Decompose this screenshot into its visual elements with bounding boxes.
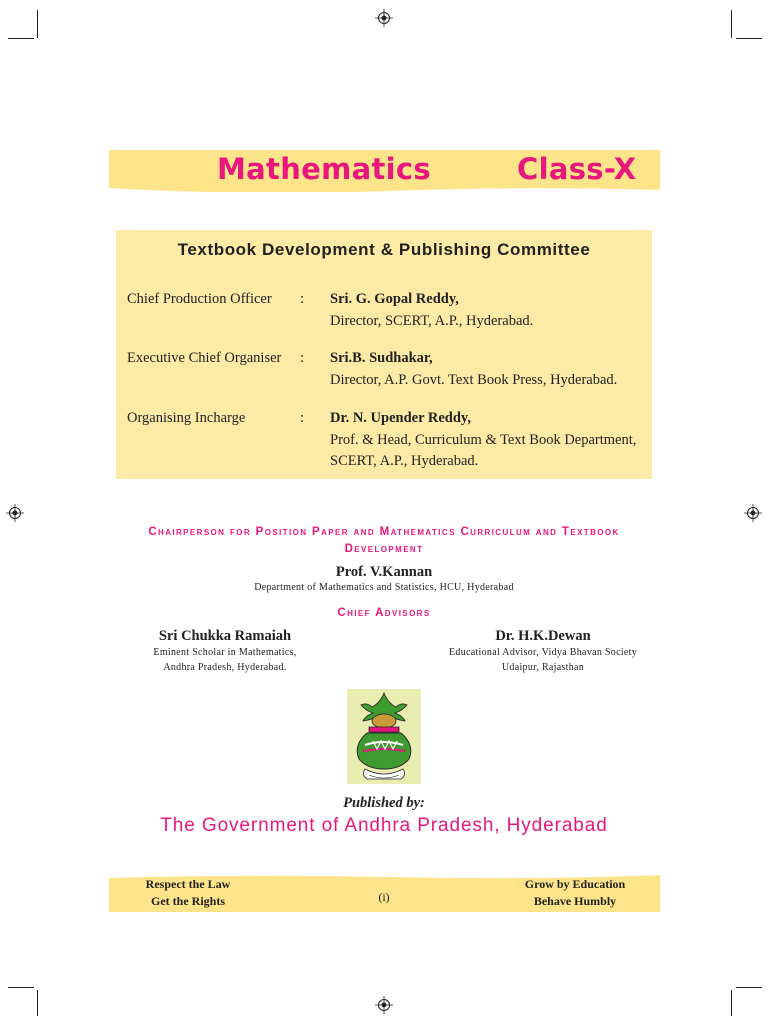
member-desc: SCERT, A.P., Hyderabad.: [330, 453, 479, 469]
committee-heading: Textbook Development & Publishing Committee: [177, 240, 591, 259]
advisor-right-line2: Udaipur, Rajasthan: [501, 662, 585, 673]
chairperson-heading-cont: Development: [344, 543, 424, 555]
crop-mark: [731, 990, 732, 1016]
crop-mark: [37, 10, 38, 38]
chairperson-name: Prof. V.Kannan: [335, 564, 433, 580]
footer-right-line1: Grow by Education: [524, 877, 626, 891]
class-title: Class-X: [517, 152, 637, 186]
purna-kumbham-emblem-icon: [347, 689, 421, 784]
member-desc: Director, A.P. Govt. Text Book Press, Hyderabad.: [330, 372, 618, 388]
member-role: Executive Chief Organiser: [127, 350, 282, 366]
page-number: (i): [378, 890, 390, 904]
member-desc: Director, SCERT, A.P., Hyderabad.: [330, 313, 534, 329]
chairperson-affiliation: Department of Mathematics and Statistics, HCU, Hyderabad: [254, 582, 514, 593]
publisher-name: The Government of Andhra Pradesh, Hyderabad: [160, 815, 608, 836]
crop-mark: [736, 38, 762, 39]
separator: :: [300, 410, 305, 426]
registration-mark-icon: [6, 504, 24, 522]
member-name: Dr. N. Upender Reddy,: [330, 410, 471, 426]
crop-mark: [8, 38, 34, 39]
footer-left-line2: Get the Rights: [151, 894, 225, 908]
advisors-heading: Chief Advisors: [337, 607, 431, 619]
member-role: Chief Production Officer: [127, 291, 272, 307]
crop-mark: [731, 10, 732, 38]
crop-mark: [37, 990, 38, 1016]
advisor-right-name: Dr. H.K.Dewan: [495, 628, 591, 644]
advisor-left-line2: Andhra Pradesh, Hyderabad.: [163, 662, 287, 673]
advisor-left-line1: Eminent Scholar in Mathematics,: [153, 647, 297, 658]
chairperson-heading: Chairperson for Position Paper and Mathematics Curriculum and Textbook: [148, 526, 620, 538]
advisor-right-line1: Educational Advisor, Vidya Bhavan Society: [448, 647, 638, 658]
member-name: Sri. G. Gopal Reddy,: [330, 291, 459, 307]
subject-title: Mathematics: [217, 152, 431, 186]
advisor-left-name: Sri Chukka Ramaiah: [158, 628, 292, 644]
registration-mark-icon: [744, 504, 762, 522]
crop-mark: [736, 987, 762, 988]
member-role: Organising Incharge: [127, 410, 246, 426]
separator: :: [300, 291, 305, 307]
member-name: Sri.B. Sudhakar,: [330, 350, 433, 366]
separator: :: [300, 350, 305, 366]
footer-left-line1: Respect the Law: [145, 877, 231, 891]
crop-mark: [8, 987, 34, 988]
registration-mark-icon: [375, 9, 393, 27]
registration-mark-icon: [375, 996, 393, 1014]
footer-right-line2: Behave Humbly: [533, 894, 617, 908]
published-by-label: Published by:: [343, 795, 425, 811]
member-desc: Prof. & Head, Curriculum & Text Book Department,: [330, 432, 637, 448]
